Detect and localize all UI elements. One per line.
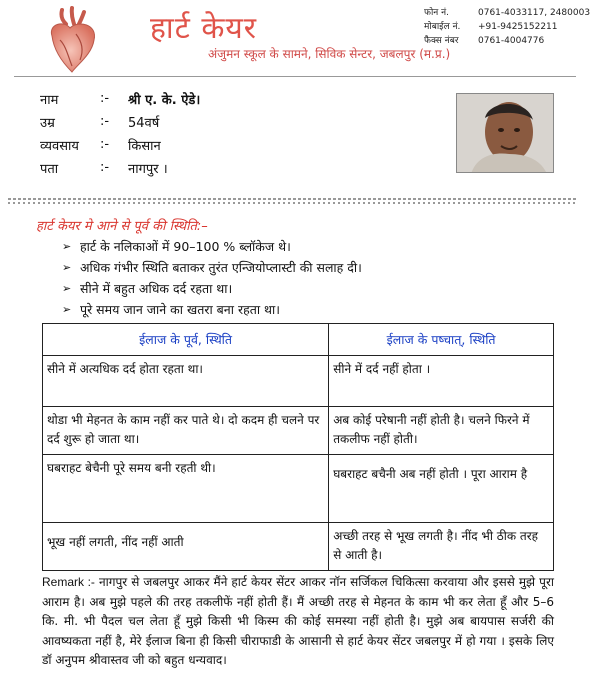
contact-label: मोबाईल नं. [424, 22, 461, 32]
bullet-text: अधिक गंभीर स्थिति बताकर तुरंत एन्जियोप्लास्टी की सलाह दी। [80, 260, 362, 275]
arrow-bullet-icon: ➢ [62, 282, 72, 295]
remark-label: Remark :- [42, 575, 95, 589]
patient-age: 54वर्ष [128, 115, 160, 131]
contact-value: 0761-4033117, 2480003 [478, 8, 590, 18]
brand-title: हार्ट केयर [150, 11, 258, 46]
cell-before: थोडा भी मेहनत के काम नहीं कर पाते थे। दो कदम ही चलने पर दर्द शुरू हो जाता था। [43, 407, 329, 455]
heart-logo [38, 6, 110, 74]
remark-text: नागपुर से जबलपुर आकर मैंने हार्ट केयर सेंटर आकर नॉन सर्जिकल चिकित्सा करवाया और इससे मुझे पूरा आराम है। अब मुझे पहले की तरह तकलीफें नहीं होती हैं। मैं अच्छी तरह से मेहनत के काम भी कर लेता हूँ और 5–6 कि. मी. भी पैदल चल लेता हूँ मुझे किसी भी किस्म की कोई समस्या नहीं होती है। मुझे अब बायपास सर्जरी की आवष्यकता नहीं है, मेरे ईलाज बिना ही किसी चीराफाडी के आसानी से हार्ट केयर सेंटर जबलपुर में हो गया । इसके लिए डॉ अनुपम श्रीवास्तव जी को बहुत धन्यवाद। [42, 575, 554, 667]
patient-age-row [40, 110, 200, 133]
arrow-bullet-icon: ➢ [62, 261, 72, 274]
cell-after: अच्छी तरह से भूख लगती है। नींद भी ठीक तरह से आती है। [329, 523, 554, 571]
bullet-text: हार्ट के नलिकाओं में 90–100 % ब्लॉकेज थे। [80, 239, 291, 254]
cell-after: अब कोई परेषानी नहीं होती है। चलने फिरने में तकलीफ नहीं होती। [329, 407, 554, 455]
section-divider [8, 197, 578, 205]
patient-address: नागपुर । [128, 161, 168, 177]
contact-label: फैक्स नंबर [424, 36, 459, 46]
contact-value: +91-9425152211 [478, 22, 558, 32]
contact-value: 0761-4004776 [478, 36, 545, 46]
patient-photo-image [457, 94, 554, 173]
info-label: उम्र [40, 115, 55, 131]
cell-after: घबराहट बचैनी अब नहीं होती । पूरा आराम है [329, 455, 554, 523]
table-row [43, 523, 554, 571]
before-section-title: हार्ट केयर मे आने से पूर्व की स्थिति:– [36, 219, 208, 234]
info-label: पता [40, 161, 59, 177]
info-separator: :- [100, 91, 110, 106]
arrow-bullet-icon: ➢ [62, 303, 72, 316]
list-item [62, 299, 362, 320]
remark-paragraph [42, 573, 554, 671]
patient-name: श्री ए. के. ऐडे। [128, 92, 201, 108]
arrow-bullet-icon: ➢ [62, 240, 72, 253]
patient-info [40, 87, 200, 179]
patient-name-row [40, 87, 200, 110]
contact-block [424, 6, 590, 48]
bullet-text: सीने में बहुत अधिक दर्द रहता था। [80, 281, 233, 296]
patient-photo [456, 93, 554, 173]
bullet-text: पूरे समय जान जाने का खतरा बना रहता था। [80, 302, 281, 317]
before-bullets [62, 236, 362, 320]
patient-address-row [40, 156, 200, 179]
header-before: ईलाज के पूर्व, स्थिति [43, 324, 329, 356]
cell-after: सीने में दर्द नहीं होता । [329, 356, 554, 407]
info-separator: :- [100, 114, 110, 129]
info-separator: :- [100, 137, 110, 152]
table-row [43, 455, 554, 523]
info-label: व्यवसाय [40, 138, 79, 154]
patient-occupation-row [40, 133, 200, 156]
list-item [62, 236, 362, 257]
contact-label: फोन नं. [424, 8, 449, 18]
header-rule [14, 76, 576, 77]
cell-before: सीने में अत्यधिक दर्द होता रहता था। [43, 356, 329, 407]
clinic-address: अंजुमन स्कूल के सामने, सिविक सेन्टर, जबलपुर (म.प्र.) [208, 47, 451, 61]
table-header-row [43, 324, 554, 356]
table-row [43, 356, 554, 407]
table-row [43, 407, 554, 455]
contact-phone [424, 6, 590, 20]
contact-mobile [424, 20, 590, 34]
cell-before: भूख नहीं लगती, नींद नहीं आती [43, 523, 329, 571]
info-separator: :- [100, 160, 110, 175]
list-item [62, 278, 362, 299]
list-item [62, 257, 362, 278]
cell-before: घबराहट बेचैनी पूरे समय बनी रहती थी। [43, 455, 329, 523]
comparison-table [42, 323, 554, 571]
contact-fax [424, 34, 590, 48]
header-after: ईलाज के पष्चात्, स्थिति [329, 324, 554, 356]
patient-occupation: किसान [128, 138, 161, 154]
info-label: नाम [40, 92, 59, 108]
